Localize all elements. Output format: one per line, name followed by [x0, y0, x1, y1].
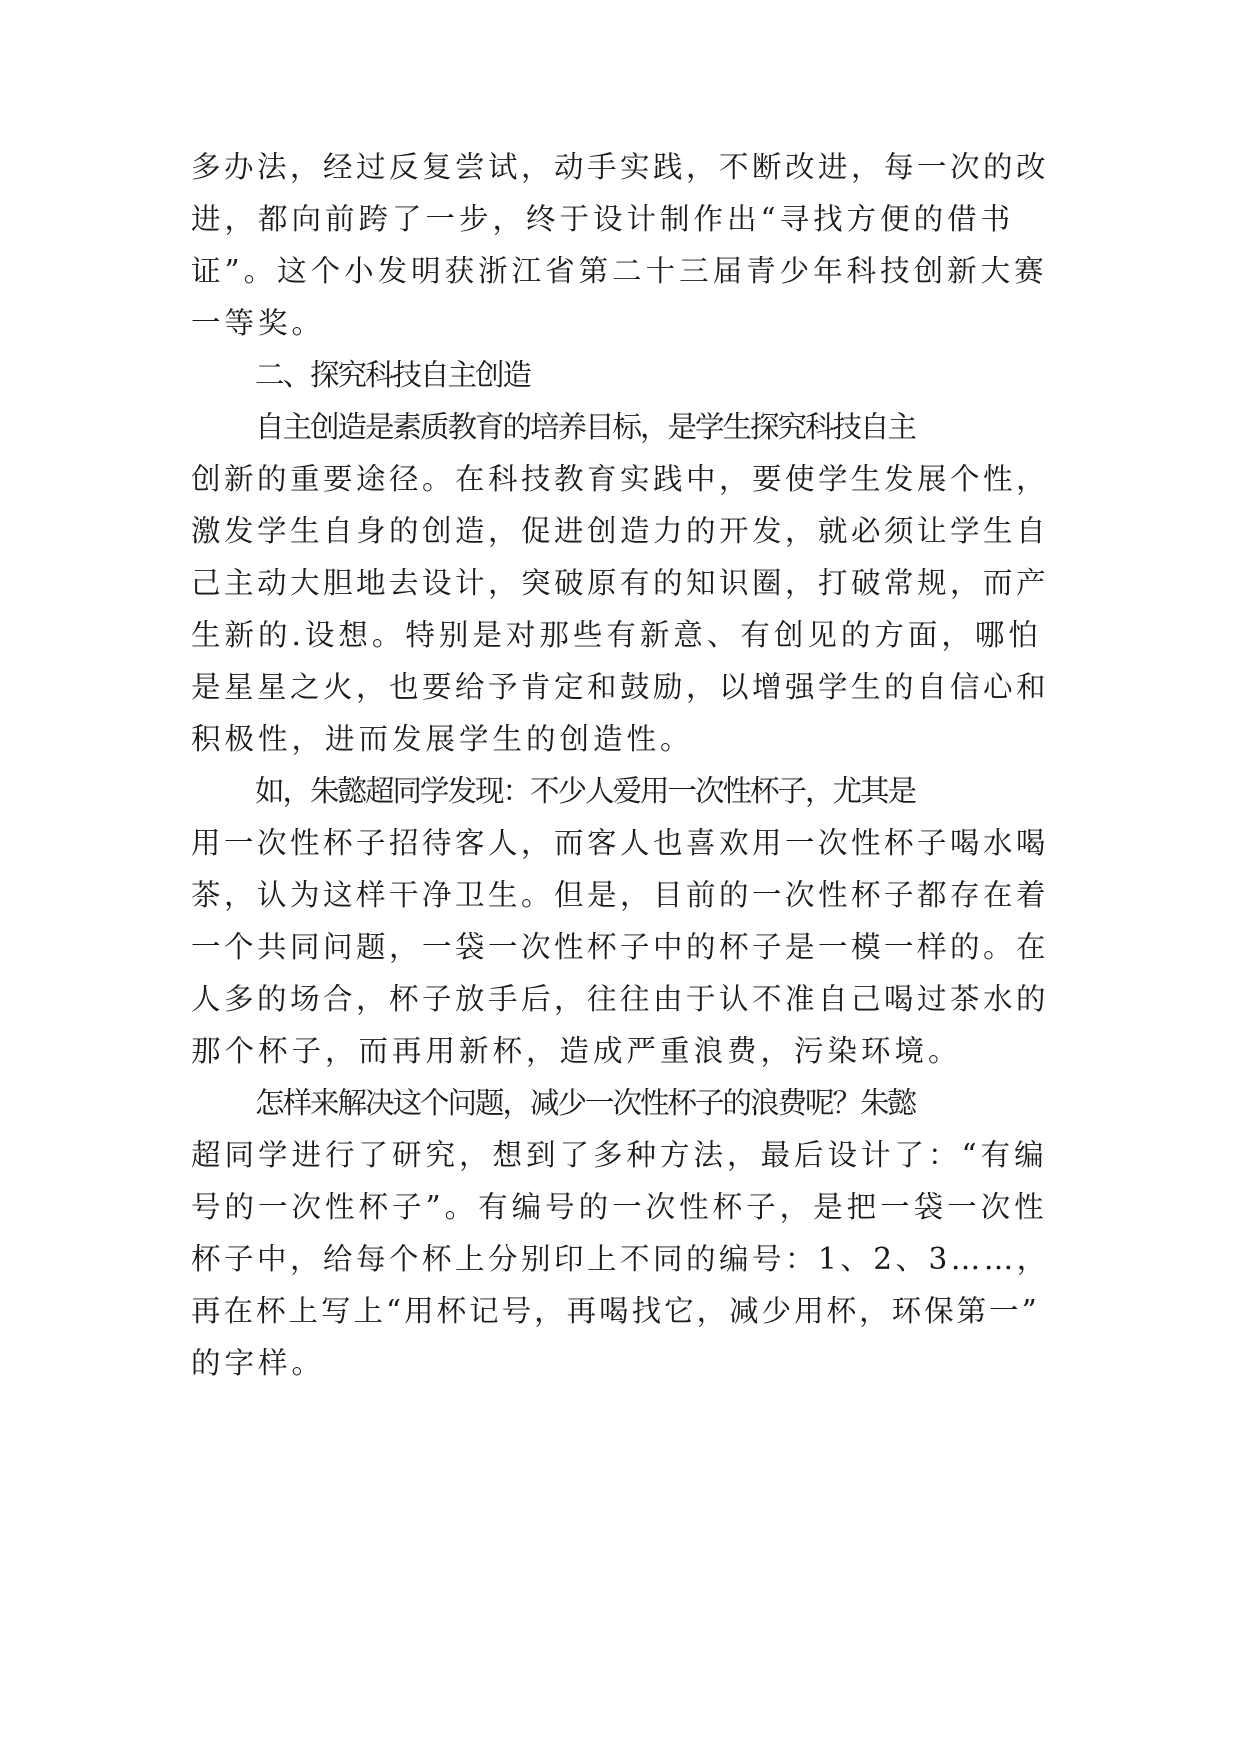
text-line: 激发学生自身的创造，促进创造力的开发，就必须让学生自: [191, 514, 1050, 548]
text-line: 积极性，进而发展学生的创造性。: [191, 722, 694, 756]
text-line: 一等奖。: [191, 306, 326, 340]
text-line: 多办法，经过反复尝试，动手实践，不断改进，每一次的改: [191, 150, 1050, 184]
text-line: 是星星之火，也要给予肯定和鼓励，以增强学生的自信心和: [191, 670, 1050, 704]
text-line: 一个共同问题，一袋一次性杯子中的杯子是一模一样的。在: [191, 930, 1050, 964]
text-line: 杯子中，给每个杯上分别印上不同的编号：1、2、3……，: [191, 1242, 1050, 1276]
text-line: 进，都向前跨了一步，终于设计制作出“寻找方便的借书: [191, 202, 1015, 236]
text-line: 超同学进行了研究，想到了多种方法，最后设计了：“有编: [191, 1138, 1048, 1172]
text-line: 号的一次性杯子”。有编号的一次性杯子，是把一袋一次性: [191, 1190, 1048, 1224]
text-line: 的字样。: [191, 1346, 326, 1380]
text-line: 怎样来解决这个问题，减少一次性杯子的浪费呢？朱懿: [255, 1086, 916, 1120]
text-line: 证”。这个小发明获浙江省第二十三届青少年科技创新大赛: [191, 254, 1048, 288]
text-line: 生新的.设想。特别是对那些有新意、有创见的方面，哪怕: [191, 618, 1042, 652]
text-line: 再在杯上写上“用杯记号，再喝找它，减少用杯，环保第一”: [191, 1294, 1040, 1328]
section-heading: 二、探究科技自主创造: [255, 358, 531, 392]
text-line: 己主动大胆地去设计，突破原有的知识圈，打破常规，而产: [191, 566, 1050, 600]
text-line: 茶，认为这样干净卫生。但是，目前的一次性杯子都存在着: [191, 878, 1050, 912]
text-line: 如，朱懿超同学发现：不少人爱用一次性杯子，尤其是: [255, 774, 916, 808]
text-line: 那个杯子，而再用新杯，造成严重浪费，污染环境。: [191, 1034, 962, 1068]
text-line: 自主创造是素质教育的培养目标，是学生探究科技自主: [255, 410, 916, 444]
text-line: 人多的场合，杯子放手后，往往由于认不准自己喝过茶水的: [191, 982, 1050, 1016]
text-line: 创新的重要途径。在科技教育实践中，要使学生发展个性，: [191, 462, 1050, 496]
text-line: 用一次性杯子招待客人，而客人也喜欢用一次性杯子喝水喝: [191, 826, 1050, 860]
